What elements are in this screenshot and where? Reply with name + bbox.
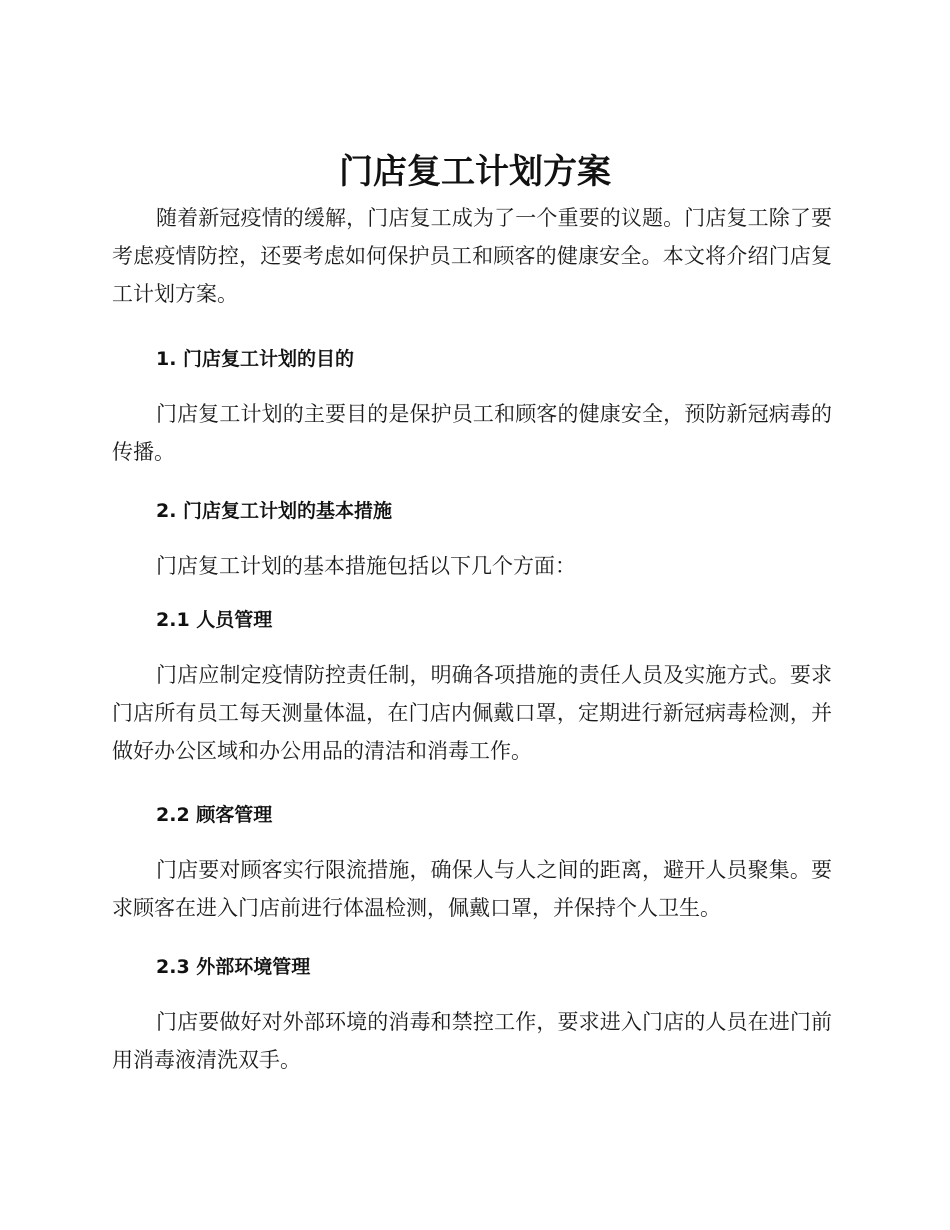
- section-heading-2-3: 2.3 外部环境管理: [156, 956, 311, 978]
- page-title: 门店复工计划方案: [339, 152, 611, 192]
- section-body-2: 门店复工计划的基本措施包括以下几个方面：: [156, 554, 576, 578]
- section-heading-1: 1. 门店复工计划的目的: [156, 348, 355, 370]
- section-body-2-3: 门店要做好对外部环境的消毒和禁控工作，要求进入门店的人员在进门前用消毒液清洗双手。: [112, 1010, 832, 1072]
- section-body-2-2: 门店要对顾客实行限流措施，确保人与人之间的距离，避开人员聚集。要求顾客在进入门店前进行体温检测，佩戴口罩，并保持个人卫生。: [112, 858, 832, 920]
- section-body-2-1: 门店应制定疫情防控责任制，明确各项措施的责任人员及实施方式。要求门店所有员工每天测量体温，在门店内佩戴口罩，定期进行新冠病毒检测，并做好办公区域和办公用品的清洁和消毒工作。: [112, 663, 832, 763]
- section-heading-2-1: 2.1 人员管理: [156, 609, 273, 631]
- section-heading-2-2: 2.2 顾客管理: [156, 804, 273, 826]
- section-body-1: 门店复工计划的主要目的是保护员工和顾客的健康安全，预防新冠病毒的传播。: [112, 402, 832, 464]
- intro-paragraph: 随着新冠疫情的缓解，门店复工成为了一个重要的议题。门店复工除了要考虑疫情防控，还要考虑如何保护员工和顾客的健康安全。本文将介绍门店复工计划方案。: [112, 206, 832, 306]
- section-heading-2: 2. 门店复工计划的基本措施: [156, 500, 393, 522]
